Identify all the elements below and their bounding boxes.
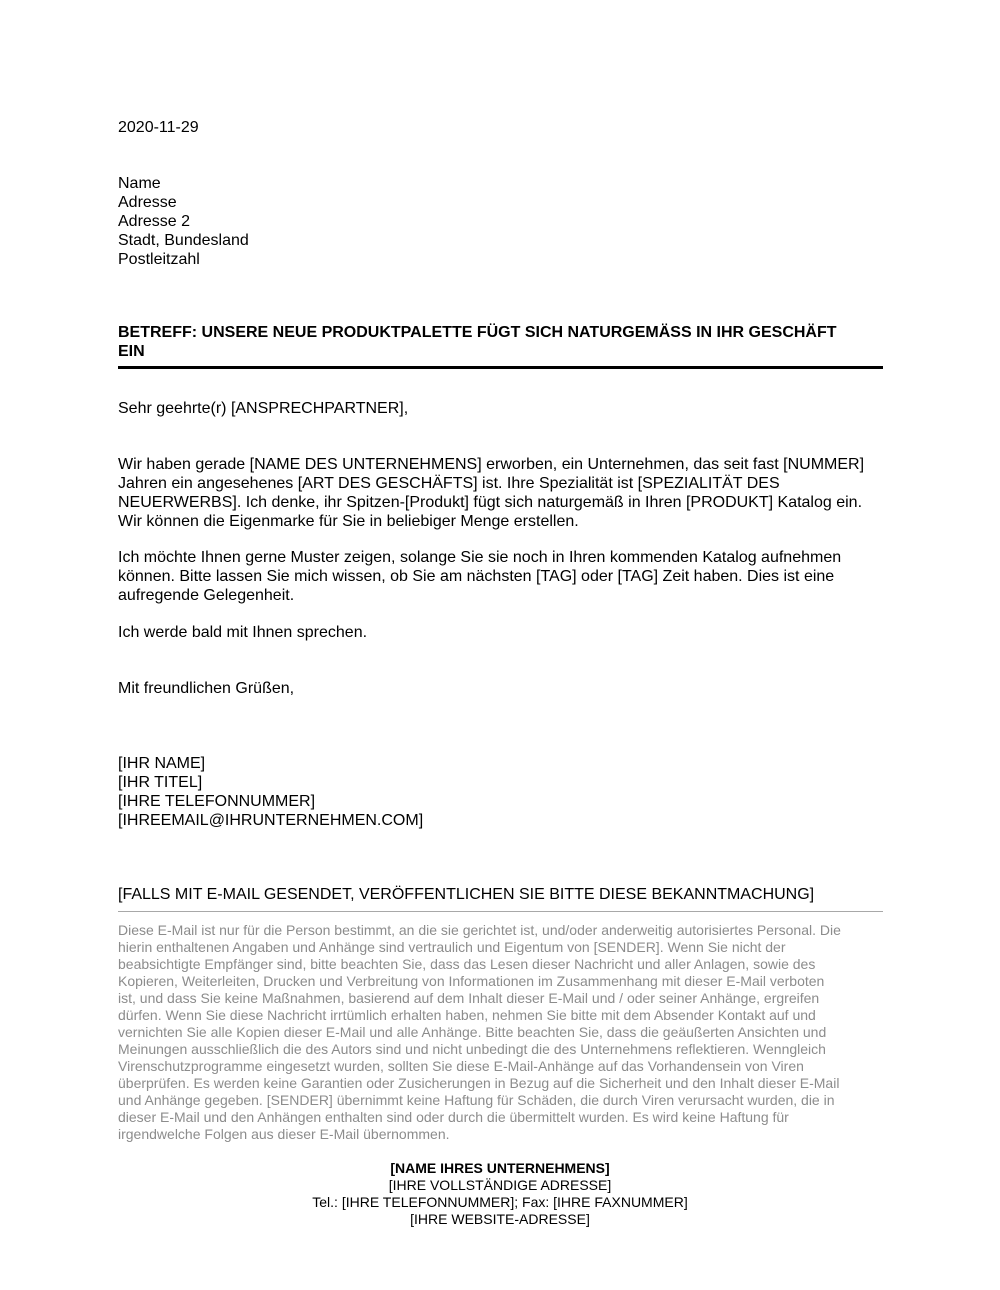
disclaimer-line: dürfen. Wenn Sie diese Nachricht irrtümlich erhalten haben, nehmen Sie bitte mit dem Absender Kontakt auf und bbox=[118, 1007, 816, 1023]
email-disclaimer bbox=[118, 922, 888, 1143]
disclaimer-line: Virenschutzprogramme eingesetzt wurden, sollten Sie diese E-Mail-Anhänge auf das Vorhandensein von Viren bbox=[118, 1058, 804, 1074]
paragraph-line: Jahren ein angesehenes [ART DES GESCHÄFTS] ist. Ihre Spezialität ist [SPEZIALITÄT DES bbox=[118, 475, 780, 492]
paragraph-line: NEUERWERBS]. Ich denke, ihr Spitzen-[Produkt] fügt sich naturgemäß in Ihren [PRODUKT] Katalog ein. bbox=[118, 494, 863, 511]
footer-company-name: [NAME IHRES UNTERNEHMENS] bbox=[390, 1160, 610, 1176]
disclaimer-line: ist, und dass Sie keine Maßnahmen, basierend auf dem Inhalt dieser E-Mail und / oder seiner Anhänge, ergreifen bbox=[118, 990, 820, 1006]
signature-block bbox=[118, 754, 423, 830]
paragraph-line: Wir haben gerade [NAME DES UNTERNEHMENS] erworben, ein Unternehmen, das seit fast [NUMMER] bbox=[118, 456, 865, 473]
recipient-city-state: Stadt, Bundesland bbox=[118, 232, 249, 249]
signature-phone: [IHRE TELEFONNUMMER] bbox=[118, 793, 316, 810]
company-footer bbox=[0, 1160, 1000, 1228]
signature-email: [IHREEMAIL@IHRUNTERNEHMEN.COM] bbox=[118, 812, 424, 829]
notice-heading: [FALLS MIT E-MAIL GESENDET, VERÖFFENTLICHEN SIE BITTE DIESE BEKANNTMACHUNG] bbox=[118, 886, 815, 903]
paragraph-line: können. Bitte lassen Sie mich wissen, ob Sie am nächsten [TAG] oder [TAG] Zeit haben. Dies ist eine bbox=[118, 568, 835, 585]
paragraph-line: Ich möchte Ihnen gerne Muster zeigen, solange Sie sie noch in Ihren kommenden Katalog aufnehmen bbox=[118, 549, 842, 566]
paragraph-line: aufregende Gelegenheit. bbox=[118, 587, 295, 604]
body-paragraph-2 bbox=[118, 548, 888, 605]
disclaimer-line: beabsichtigte Empfänger sind, bitte beachten Sie, dass das Lesen dieser Nachricht und aller Anlagen, sowie des bbox=[118, 956, 816, 972]
disclaimer-line: hierin enthaltenen Angaben und Anhänge sind vertraulich und Eigentum von [SENDER]. Wenn Sie nicht der bbox=[118, 939, 786, 955]
signature-title: [IHR TITEL] bbox=[118, 774, 203, 791]
disclaimer-line: Meinungen ausschließlich die des Autors sind und nicht unbedingt die des Unternehmens reflektieren. Wenngleich bbox=[118, 1041, 826, 1057]
recipient-zip: Postleitzahl bbox=[118, 251, 200, 268]
salutation: Sehr geehrte(r) [ANSPRECHPARTNER], bbox=[118, 400, 409, 417]
subject-line-1: BETREFF: UNSERE NEUE PRODUKTPALETTE FÜGT SICH NATURGEMÄSS IN IHR GESCHÄFT bbox=[118, 324, 837, 341]
disclaimer-line: und Anhänge gegeben. [SENDER] übernimmt keine Haftung für Schäden, die durch Viren verursacht wurden, die in bbox=[118, 1092, 835, 1108]
disclaimer-line: Kopieren, Weiterleiten, Drucken und Verbreitung von Informationen im Zusammenhang mit dieser E-Mail verboten bbox=[118, 973, 825, 989]
closing: Mit freundlichen Grüßen, bbox=[118, 680, 295, 697]
footer-contact: Tel.: [IHRE TELEFONNUMMER]; Fax: [IHRE FAXNUMMER] bbox=[312, 1194, 688, 1210]
footer-address: [IHRE VOLLSTÄNDIGE ADRESSE] bbox=[388, 1177, 612, 1193]
disclaimer-line: vernichten Sie alle Kopien dieser E-Mail und alle Anhänge. Bitte beachten Sie, dass die geäußerten Ansichten und bbox=[118, 1024, 827, 1040]
signature-name: [IHR NAME] bbox=[118, 755, 206, 772]
recipient-address-1: Adresse bbox=[118, 194, 177, 211]
recipient-name: Name bbox=[118, 175, 161, 192]
recipient-block bbox=[118, 174, 249, 269]
notice-divider bbox=[118, 911, 883, 912]
disclaimer-line: dieser E-Mail und den Anhängen enthalten sind oder durch die übermittelt wurden. Es wird keine Haftung für bbox=[118, 1109, 789, 1125]
disclaimer-line: Diese E-Mail ist nur für die Person bestimmt, an die sie gerichtet ist, und/oder anderweitig autorisiertes Personal. Die bbox=[118, 922, 841, 938]
body-paragraph-1 bbox=[118, 455, 888, 531]
recipient-address-2: Adresse 2 bbox=[118, 213, 191, 230]
footer-website: [IHRE WEBSITE-ADRESSE] bbox=[410, 1211, 590, 1227]
paragraph-line: Wir können die Eigenmarke für Sie in beliebiger Menge erstellen. bbox=[118, 513, 579, 530]
body-paragraph-3: Ich werde bald mit Ihnen sprechen. bbox=[118, 624, 368, 641]
subject-line-2: EIN bbox=[118, 343, 145, 360]
subject-divider bbox=[118, 366, 883, 369]
letter-date: 2020-11-29 bbox=[118, 119, 199, 136]
disclaimer-line: irgendwelche Folgen aus dieser E-Mail übernommen. bbox=[118, 1126, 450, 1142]
subject-heading bbox=[118, 323, 883, 361]
disclaimer-line: überprüfen. Es werden keine Garantien oder Zusicherungen in Bezug auf die Sicherheit und den Inhalt dieser E-Mail bbox=[118, 1075, 840, 1091]
